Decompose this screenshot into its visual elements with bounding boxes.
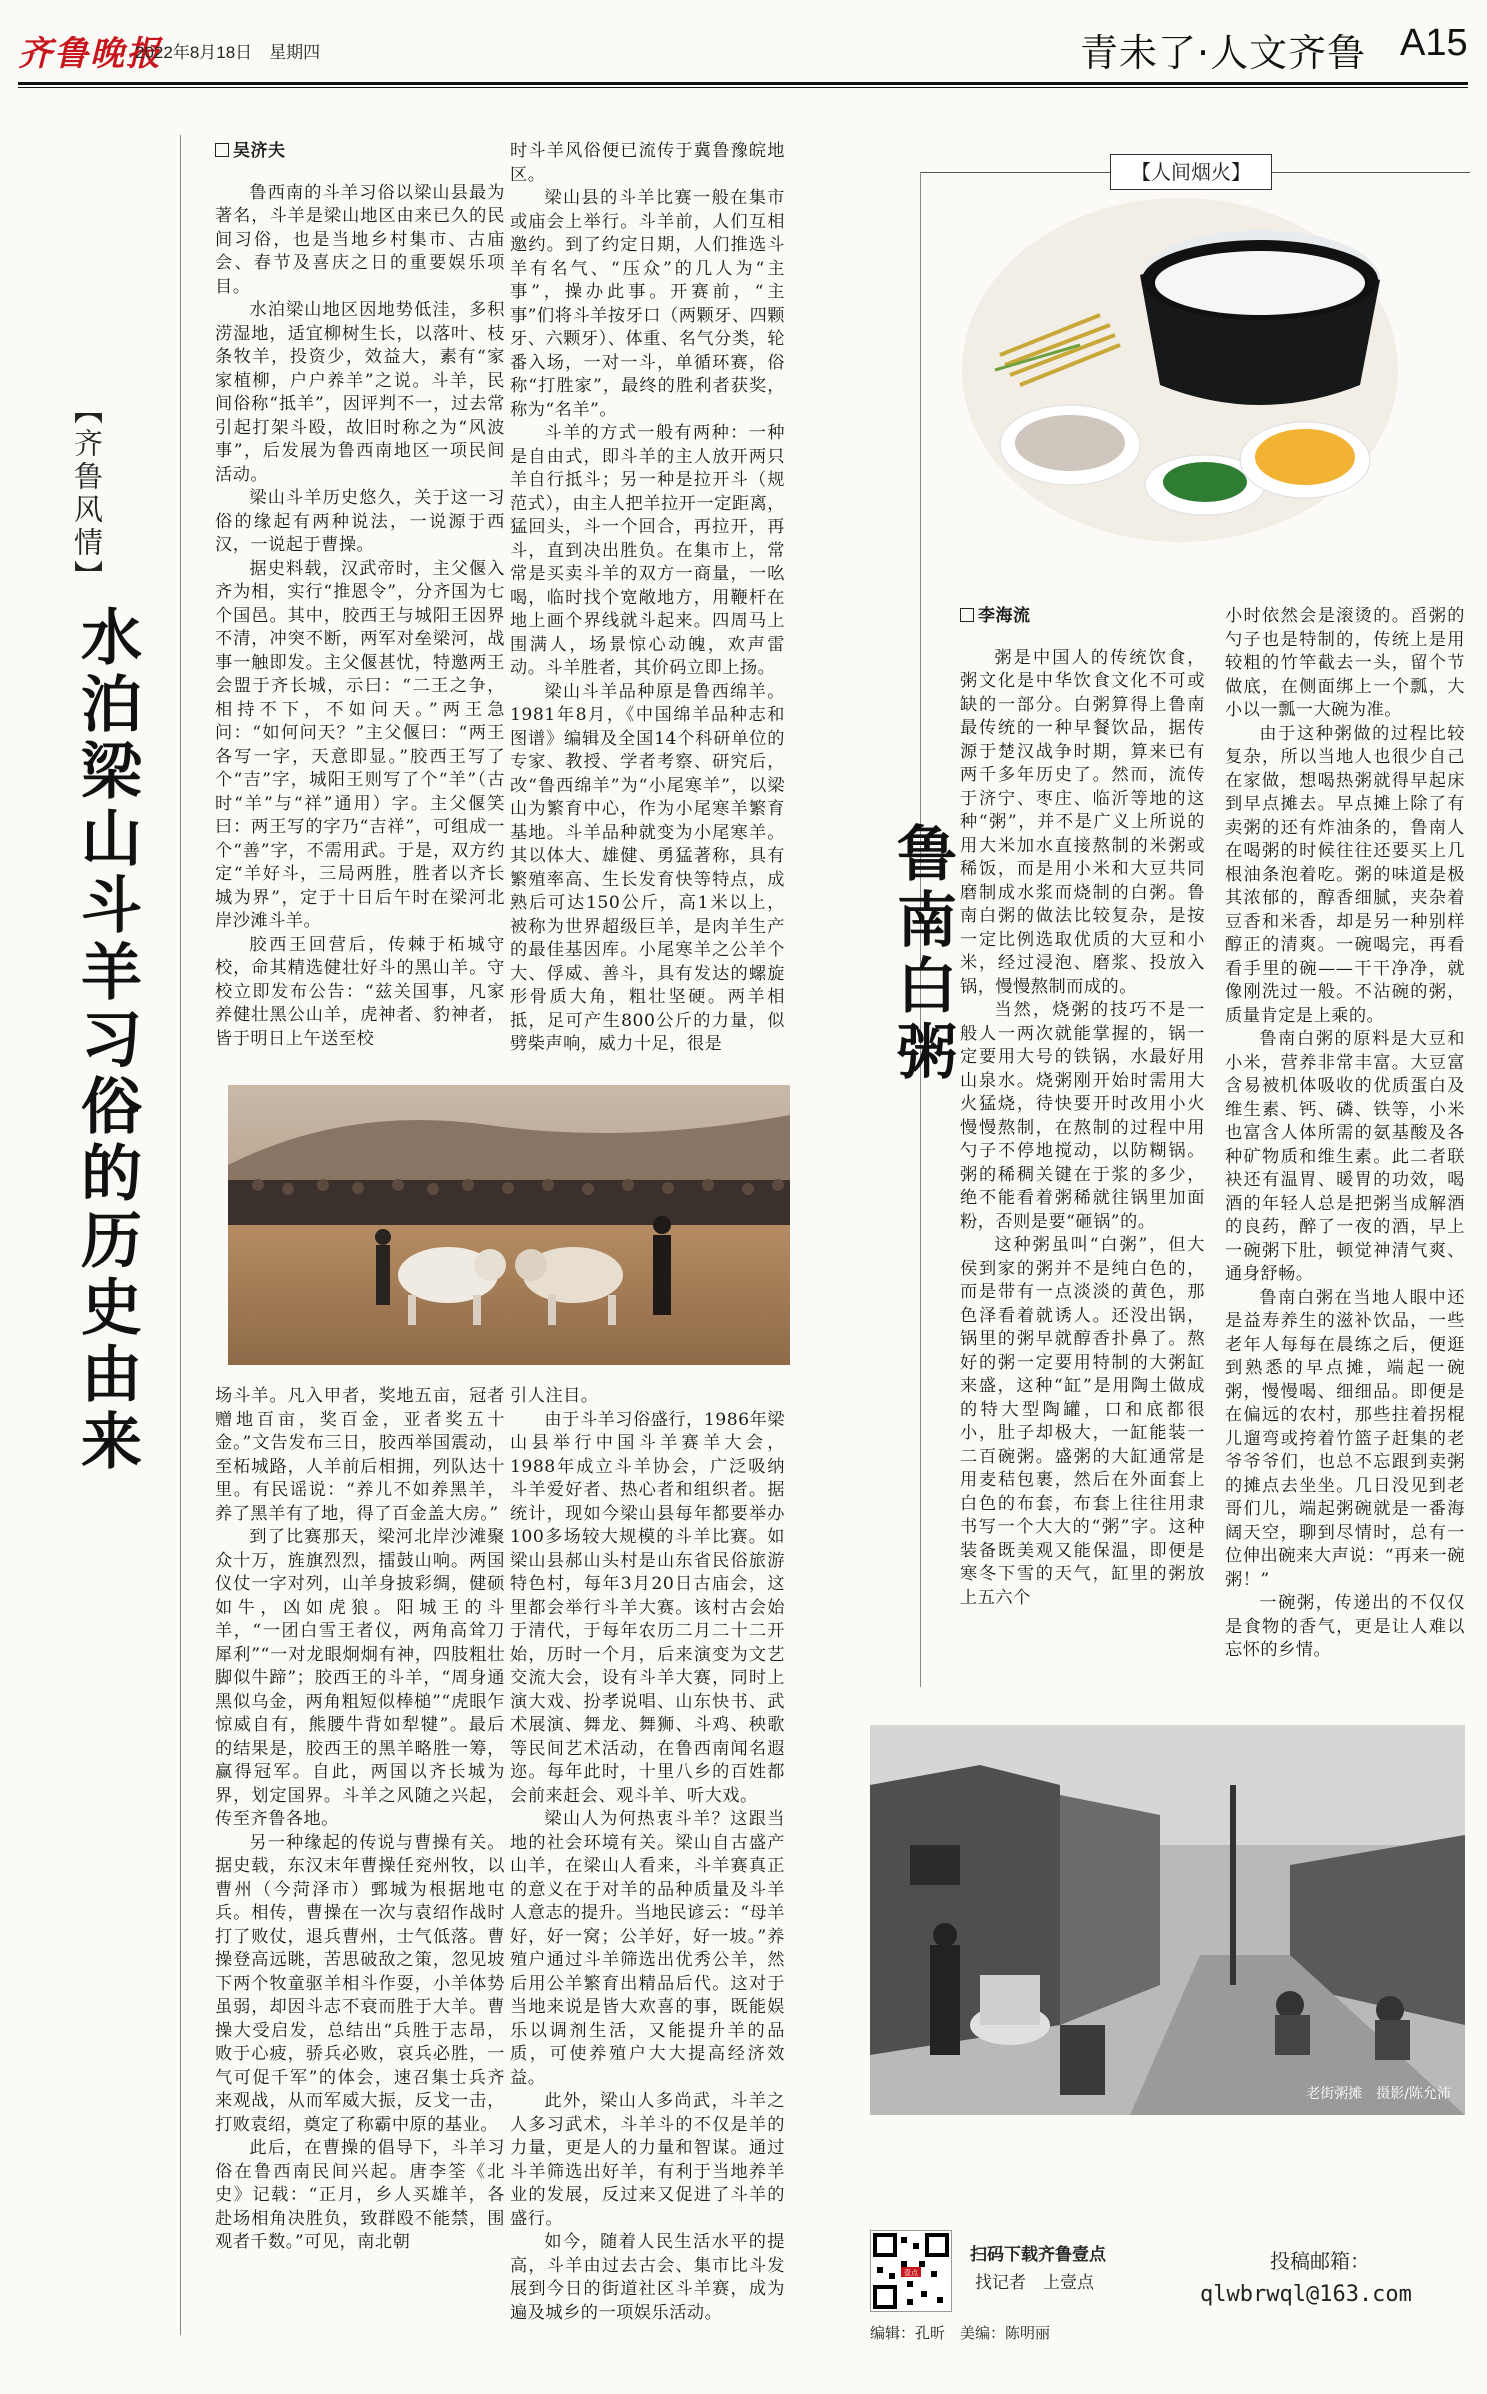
header-rule-thin: [18, 87, 1468, 88]
section-title: 青未了·人文齐鲁: [1080, 31, 1367, 75]
paragraph: 据史料载，汉武帝时，主父偃入齐为相，实行“推恩令”，分齐国为七个国邑。其中，胶西王与城阳王因界不清，冲突不断，两军对垒梁河，战事一触即发。主父偃甚忧，特邀两王会盟于齐长城，示曰：“二王之争，相持不下，不如问天。”两王急问：“如何问天？”主父偃曰：“两王各写一字，天意即显。”胶西王写了个“吉”字，城阳王则写了个“羊”（古时“羊”与“祥”通用）字。主父偃笑曰：两王写的字乃“吉祥”，可组成一个“善”字，不需用武。于是，双方约定“羊好斗，三局两胜，胜者以齐长城为界”，定于十日后午时在梁河北岸沙滩斗羊。: [215, 558, 505, 931]
paragraph: 梁山斗羊历史悠久，关于这一习俗的缘起有两种说法，一说源于西汉，一说起于曹操。: [215, 488, 505, 555]
article1-column2-bottom: [510, 1385, 785, 2325]
paragraph: 水泊梁山地区因地势低洼，多积涝湿地，适宜柳树生长，以落叶、枝条牧羊，投资少，效益大，素有“家家植柳，户户养羊”之说。斗羊，民间俗称“抵羊”，因评判不一，过去常引起打架斗殴，故旧时称之为“风波事”，后发展为鲁西南地区一项民间活动。: [215, 300, 505, 485]
editor-credit: 编辑：孔昕 美编：陈明丽: [870, 2324, 1051, 2342]
old-street-photo: [870, 1725, 1465, 2115]
article2-headline: 鲁南白粥: [887, 822, 957, 1086]
paragraph: 时斗羊风俗便已流传于冀鲁豫皖地区。: [510, 141, 785, 185]
paragraph: 鲁南白粥的原料是大豆和小米，营养非常丰富。大豆富含易被机体吸收的优质蛋白及维生素、钙、磷、铁等，小米也富含人体所需的氨基酸及各种矿物质和维生素。此二者联袂还有温胃、暖胃的功效，喝酒的年轻人总是把粥当成解酒的良药，醉了一夜的酒，早上一碗粥下肚，顿觉神清气爽、通身舒畅。: [1225, 1029, 1465, 1284]
contribution-email[interactable]: qlwbrwql@163.com: [1200, 2282, 1412, 2307]
paragraph: 场斗羊。凡入甲者，奖地五亩，冠者赠地百亩，奖百金，亚者奖五十金。”文告发布三日，胶西举国震动，至柘城路，人羊前后相拥，列队达十里。有民谣说：“养儿不如养黑羊，养了黑羊有了地，得了百金盖大房。”: [215, 1386, 505, 1524]
paragraph: 如今，随着人民生活水平的提高，斗羊由过去古会、集市比斗发展到今日的街道社区斗羊赛，成为遍及城乡的一项娱乐活动。: [510, 2232, 785, 2323]
paragraph: 梁山人为何热衷斗羊？这跟当地的社会环境有关。梁山自古盛产山羊，在梁山人看来，斗羊赛真正的意义在于对羊的品种质量及斗羊人意志的提升。当地民谚云：“母羊好，好一窝；公羊好，好一坡。”养殖户通过斗羊筛选出优秀公羊，然后用公羊繁育出精品后代。这对于当地来说是皆大欢喜的事，既能娱乐以调剂生活，又能提升羊的品质，可使养殖户大大提高经济效益。: [510, 1809, 785, 2088]
article1-column1-bottom: [215, 1385, 505, 2255]
paragraph: 另一种缘起的传说与曹操有关。据史载，东汉末年曹操任兖州牧，以曹州（今菏泽市）鄄城为根据地屯兵。相传，曹操在一次与袁绍作战时打了败仗，退兵曹州，士气低落。曹操登高远眺，苦思破敌之策，忽见坡下两个牧童驱羊相斗作耍，小羊体势虽弱，却因斗志不衰而胜于大羊。曹操大受启发，总结出“兵胜于志昂，败于心疲，骄兵必败，哀兵必胜，一气可促千军”的体会，速召集士兵齐来观战，从而军威大振，反戈一击，打败袁绍，奠定了称霸中原的基业。: [215, 1832, 505, 2135]
article2-column2: [1225, 605, 1465, 1663]
scan-download-text: 扫码下载齐鲁壹点: [970, 2245, 1106, 2265]
issue-date: 2022年8月18日 星期四: [135, 43, 321, 62]
article2-column1: [960, 605, 1205, 1610]
column-divider: [180, 135, 181, 2335]
header-rule: [18, 82, 1468, 85]
article1-byline: 吴济夫: [215, 140, 505, 164]
email-label: 投稿邮箱：: [1270, 2249, 1370, 2273]
paragraph: 此后，在曹操的倡导下，斗羊习俗在鲁西南民间兴起。唐李筌《北史》记载：“正月，乡人买雄羊，各赴场相角决胜负，致群殴不能禁，围观者千数。”可见，南北朝: [215, 2138, 505, 2252]
paragraph: 梁山斗羊品种原是鲁西绵羊。1981年8月，《中国绵羊品种志和图谱》编辑及全国14个科研单位的专家、教授、学者考察、研究后，改“鲁西绵羊”为“小尾寒羊”，以梁山为繁育中心，作为小尾寒羊繁育基地。斗羊品种就变为小尾寒羊。其以体大、雄健、勇猛著称，具有繁殖率高、生长发育快等特点，成熟后可达150公斤，高1米以上，被称为世界超级巨羊，是肉羊生产的最佳基因库。小尾寒羊之公羊个大、俘威、善斗，具有发达的螺旋形骨质大角，粗壮坚硬。两羊相抵，足可产生800公斤的力量，似劈柴声响，威力十足，很是: [510, 681, 785, 1054]
paragraph: 由于斗羊习俗盛行，1986年梁山县举行中国斗羊赛羊大会，1988年成立斗羊协会，广泛吸纳斗羊爱好者、热心者和组织者。据统计，现如今梁山县每年都要举办100多场较大规模的斗羊比赛。如梁山县郝山头村是山东省民俗旅游特色村，每年3月20日古庙会，这里都会举行斗羊大赛。该村古会始于清代，于每年农历二月二十二开始，历时一个月，后来演变为文艺交流大会，设有斗羊大赛，同时上演大戏、扮孝说唱、山东快书、武术展演、舞龙、舞狮、斗鸡、秧歌等民间艺术活动，在鲁西南闻名遐迩。每年此时，十里八乡的百姓都会前来赶会、观斗羊、听大戏。: [510, 1409, 785, 1806]
paragraph: 由于这种粥做的过程比较复杂，所以当地人也很少自己在家做，想喝热粥就得早起床到早点摊去。早点摊上除了有卖粥的还有炸油条的，鲁南人在喝粥的时候往往还要买上几根油条泡着吃。粥的味道是极其浓郁的，醇香细腻，夹杂着豆香和米香，却是另一种别样醇正的清爽。一碗喝完，再看看手里的碗——干干净净，就像刚洗过一般。不沾碗的粥，质量肯定是上乘的。: [1225, 723, 1465, 1026]
article1-column2-top: [510, 140, 785, 1057]
ram-fight-photo: [228, 1085, 790, 1365]
paragraph: 鲁西南的斗羊习俗以梁山县最为著名，斗羊是梁山地区由来已久的民间习俗，也是当地乡村集市、古庙会、春节及喜庆之日的重要娱乐项目。: [215, 182, 505, 297]
article1-tag: 【齐鲁风情】: [70, 395, 104, 593]
qr-label: 壹点: [904, 2269, 918, 2277]
article1-headline: 水泊梁山斗羊习俗的历史由来: [71, 605, 142, 1476]
old-street-photo-image: [870, 1725, 1465, 2115]
paragraph: 鲁南白粥在当地人眼中还是益寿养生的滋补饮品，一些老年人每每在晨练之后，便逛到熟悉的早点摊，端起一碗粥，慢慢喝、细细品。即便是在偏远的农村，那些拄着拐棍儿遛弯或挎着竹篮子赶集的老爷爷爷们，也总不忘跟到卖粥的摊点去坐坐。几日没见到老哥们儿，端起粥碗就是一番海阔天空，聊到尽情时，总有一位伸出碗来大声说：“再来一碗粥！”: [1225, 1287, 1465, 1590]
article2-byline: 李海流: [960, 605, 1205, 629]
porridge-bowl-illustration: [960, 195, 1400, 545]
paragraph: 小时依然会是滚烫的。舀粥的勺子也是特制的，传统上是用较粗的竹竿截去一头，留个节做底，在侧面绑上一个瓢，大小以一瓢一大碗为准。: [1225, 606, 1465, 720]
paragraph: 斗羊的方式一般有两种：一种是自由式，即斗羊的主人放开两只羊自行抵斗；另一种是拉开斗（规范式），由主人把羊拉开一定距离，猛回头，斗一个回合，再拉开，再斗，直到决出胜负。在集市上，常常是买卖斗羊的双方一商量，一吆喝，临时找个宽敞地方，用鞭杆在地上画个界线就斗起来。四周马上围满人，场景惊心动魄，欢声雷动。斗羊胜者，其价码立即上扬。: [510, 423, 785, 678]
paragraph: 粥是中国人的传统饮食，粥文化是中华饮食文化不可或缺的一部分。白粥算得上鲁南最传统的一种早餐饮品，据传源于楚汉战争时期，算来已有两千多年历史了。然而，流传于济宁、枣庄、临沂等地的这种“粥”，并不是广义上所说的用大米加水直接熬制的米粥或稀饭，而是用小米和大豆共同磨制成水浆而烧制的白粥。鲁南白粥的做法比较复杂，是按一定比例选取优质的大豆和小米，经过浸泡、磨浆、投放入锅，慢慢熬制而成的。: [960, 647, 1205, 997]
paragraph: 到了比赛那天，梁河北岸沙滩聚众十万，旌旗烈烈，擂鼓山响。两国仪仗一字对列，山羊身披彩绸，健硕如牛，凶如虎狼。阳城王的斗羊，“一团白雪王者仪，两角高耸刀犀利”“一对龙眼炯炯有神，四肢粗壮脚似牛蹄”；胶西王的斗羊，“周身通黑似乌金，两角粗短似棒槌”“虎眼乍惊威自有，熊腰牛背如犁犍”。最后的结果是，胶西王的黑羊略胜一筹，赢得冠军。自此，两国以齐长城为界，划定国界。斗羊之风随之兴起，传至齐鲁各地。: [215, 1527, 505, 1829]
scan-sub-text: 找记者 上壹点: [975, 2273, 1094, 2293]
paragraph: 此外，梁山人多尚武，斗羊之人多习武术，斗羊斗的不仅是羊的力量，更是人的力量和智谋。通过斗羊筛选出好羊，有利于当地养羊业的发展，反过来又促进了斗羊的盛行。: [510, 2091, 785, 2229]
article2-tag: 【人间烟火】: [1110, 154, 1272, 190]
paragraph: 胶西王回营后，传棘于柘城守校，命其精选健壮好斗的黑山羊。守校立即发布公告：“兹关国事，凡家养健壮黑公山羊，虎神者、豹神者，皆于明日上午送至校: [215, 934, 505, 1049]
paragraph: 引人注目。: [510, 1386, 599, 1406]
ram-fight-photo-image: [228, 1085, 790, 1365]
photo-caption: 老街粥摊 摄影/陈允沛: [1306, 2086, 1451, 2102]
newspaper-logo: 齐鲁晚报: [18, 34, 162, 74]
page-number: A15: [1400, 22, 1468, 64]
article1-column1-top: [215, 140, 505, 1051]
paragraph: 当然，烧粥的技巧不是一般人一两次就能掌握的，锅一定要用大号的铁锅，水最好用山泉水。烧粥刚开始时需用大火猛烧，待快要开时改用小火慢慢熬制，在熬制的过程中用勺子不停地搅动，以防糊锅。粥的稀稠关键在于浆的多少，绝不能看着粥稀就往锅里加面粉，否则是要“砸锅”的。: [960, 1000, 1205, 1232]
paragraph: 梁山县的斗羊比赛一般在集市或庙会上举行。斗羊前，人们互相邀约。到了约定日期，人们推选斗羊有名气、“压众”的几人为“主事”，操办此事。开赛前，“主事”们将斗羊按牙口（两颗牙、四颗牙、六颗牙）、体重、名气分类，轮番入场，一对一斗，单循环赛，俗称“打胜家”，最终的胜利者获奖，称为“名羊”。: [510, 188, 785, 420]
paragraph: 一碗粥，传递出的不仅仅是食物的香气，更是让人难以忘怀的乡情。: [1225, 1593, 1465, 1660]
qr-code-icon[interactable]: [870, 2230, 952, 2312]
paragraph: 这种粥虽叫“白粥”，但大侯到家的粥并不是纯白色的，而是带有一点淡淡的黄色，那色泽看着就诱人。还没出锅，锅里的粥早就醇香扑鼻了。熬好的粥一定要用特制的大粥缸来盛，这种“缸”是用陶土做成的特大型陶罐，口和底都很小，肚子却极大，一缸能装一二百碗粥。盛粥的大缸通常是用麦秸包裹，然后在外面套上白色的布套，布套上往往用隶书写一个大大的“粥”字。这种装备既美观又能保温，即便是寒冬下雪的天气，缸里的粥放上五六个: [960, 1235, 1205, 1608]
porridge-illustration-image: [960, 195, 1400, 545]
